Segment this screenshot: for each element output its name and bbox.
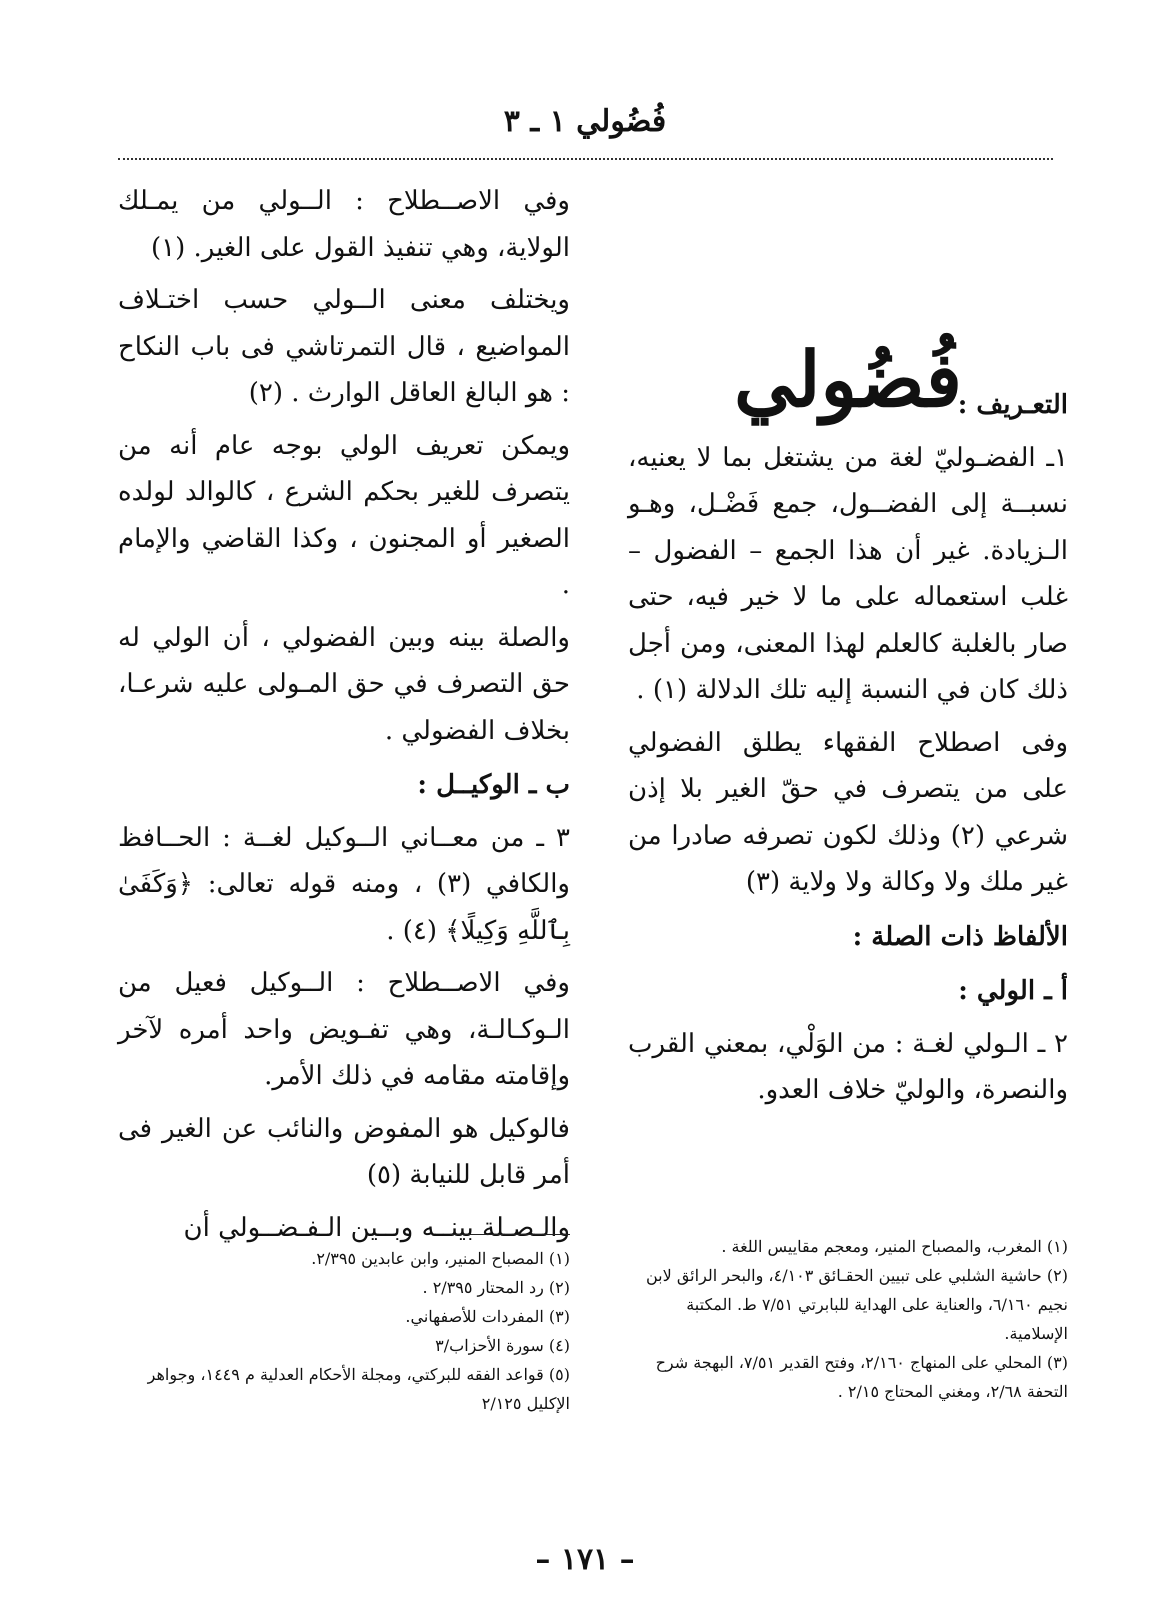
left-column [118, 178, 570, 1257]
footnote: (٣) المحلي على المنهاج ٢/١٦٠، وفتح القدير ٧/٥١، البهجة شرح التحفة ٢/٦٨، ومغني المحتاج ٢/١٥ . [655, 1353, 1068, 1401]
footnote: (٥) قواعد الفقه للبركتي، ومجلة الأحكام العدلية م ١٤٤٩، وجواهر الإكليل ٢/١٢٥ [147, 1365, 570, 1413]
footnote: (٤) سورة الأحزاب/٣ [435, 1336, 570, 1355]
subheading-wakil: ب ـ الوكيــل : [417, 770, 570, 800]
left-paragraph: ويمكن تعريف الولي بوجه عام أنه من يتصرف للغير بحكم الشرع ، كالوالد لولده الصغير أو المجنون ، وكذا القاضي والإمام . [118, 430, 570, 600]
right-paragraph: ٢ ـ الـولي لغـة : من الوَلْي، بمعني القرب والنصرة، والوليّ خلاف العدو. [628, 1028, 1068, 1105]
footnote: (٢) حاشية الشلبي على تبيين الحقـائق ٤/١٠٣، والبحر الرائق لابن نجيم ٦/١٦٠، والعناية على الهداية للبابرتي ٧/٥١ ط. المكتبة الإسلامية. [645, 1266, 1068, 1343]
left-paragraph: والـصـلة بينــه وبــين الـفـضــولي أن [183, 1212, 570, 1243]
footnotes-right [628, 1232, 1068, 1406]
right-column [628, 374, 1068, 1120]
subheading-wali: أ ـ الولي : [958, 976, 1068, 1006]
header-divider [118, 158, 1053, 160]
footnote-divider [450, 1234, 570, 1235]
right-paragraph: ١ـ الفضـوليّ لغة من يشتغل بما لا يعنيه، نسبــة إلى الفضــول، جمع فَضْـل، وهـو الـزيادة. غير أن هذا الجمع – الفضول – غلب استعماله على ما لا خير فيه، حتى صار بالغلبة كالعلم لهذا المعنى، ومن أجل ذلك كان في النسبة إليه تلك الدلالة (١) . [628, 442, 1068, 705]
right-paragraph: وفى اصطلاح الفقهاء يطلق الفضولي على من يتصرف في حقّ الغير بلا إذن شرعي (٢) وذلك لكون تصرفه صادرا من غير ملك ولا وكالة ولا ولاية (٣) [628, 727, 1068, 897]
footnote: (١) المصباح المنير، وابن عابدين ٢/٣٩٥. [311, 1249, 570, 1268]
footnote: (٢) رد المحتار ٢/٣٩٥ . [422, 1278, 570, 1297]
left-paragraph: ويختلف معنى الــولي حسب اختـلاف المواضيع ، قال التمرتاشي فى باب النكاح : هو البالغ العاقل الوارث . (٢) [118, 285, 570, 408]
left-paragraph: وفي الاصــطلاح : الــولي من يمـلك الولاية، وهي تنفيذ القول على الغير. (١) [118, 186, 570, 263]
subheading-definition: التعـريف : [957, 390, 1068, 420]
footnotes-left [118, 1244, 570, 1418]
left-paragraph: والصلة بينه وبين الفضولي ، أن الولي له حق التصرف في حق المـولى عليه شرعـا، بخلاف الفضولي . [118, 622, 570, 746]
left-paragraph: وفي الاصــطلاح : الــوكيل فعيل من الـوكـالـة، وهي تفـويض واحد أمره لآخر وإقامته مقامه في ذلك الأمر. [118, 968, 570, 1091]
left-paragraph: فالوكيل هو المفوض والنائب عن الغير فى أمر قابل للنيابة (٥) [118, 1113, 570, 1190]
left-paragraph: ٣ ـ من معــاني الــوكيل لغــة : الحــافظ والكافي (٣) ، ومنه قوله تعالى: ﴿وَكَفَىٰ بِٱللَّهِ وَكِيلًا﴾ (٤) . [118, 822, 570, 946]
footnote: (٣) المفردات للأصفهاني. [405, 1307, 570, 1326]
subheading-related-terms: الألفاظ ذات الصلة : [852, 921, 1068, 952]
page-number: – ١٧١ – [535, 1542, 635, 1577]
entry-title: فُضُولي [734, 335, 962, 424]
footnote: (١) المغرب، والمصباح المنير، ومعجم مقاييس اللغة . [721, 1237, 1068, 1256]
page-header: فُضُولي ١ ـ ٣ [503, 104, 667, 139]
